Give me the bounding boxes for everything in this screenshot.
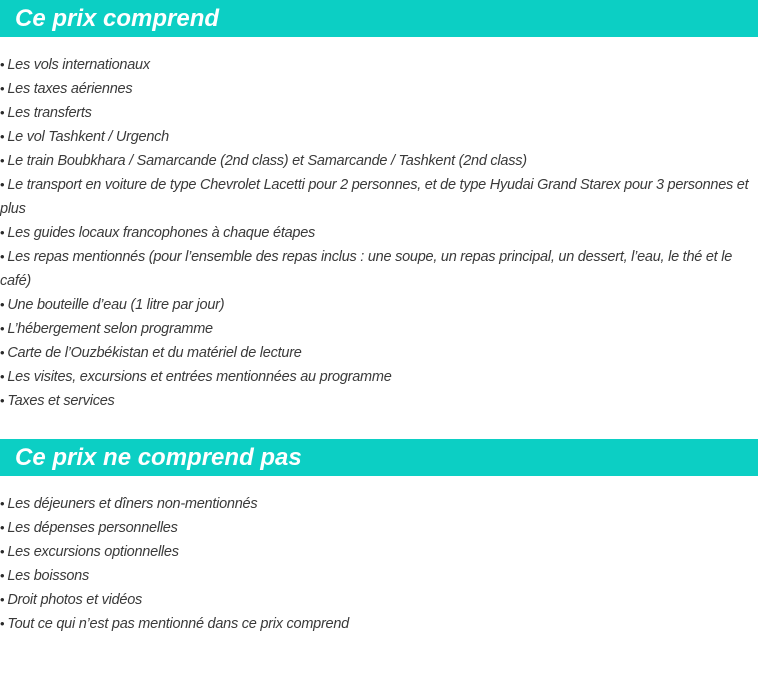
list-item	[0, 516, 758, 540]
included-items-list	[0, 53, 758, 413]
list-item	[0, 293, 758, 317]
list-item-text: Carte de l’Ouzbékistan et du matériel de lecture	[7, 345, 302, 361]
list-item	[0, 317, 758, 341]
bullet-icon: •	[0, 592, 5, 607]
list-item	[0, 540, 758, 564]
list-item	[0, 125, 758, 149]
list-item-text: Les boissons	[7, 568, 89, 584]
excluded-section-title: Ce prix ne comprend pas	[0, 439, 758, 476]
list-item	[0, 588, 758, 612]
bullet-icon: •	[0, 153, 5, 168]
bullet-icon: •	[0, 105, 5, 120]
bullet-icon: •	[0, 321, 5, 336]
excluded-items-list	[0, 492, 758, 636]
list-item	[0, 77, 758, 101]
bullet-icon: •	[0, 369, 5, 384]
bullet-icon: •	[0, 568, 5, 583]
list-item-text: Le transport en voiture de type Chevrolet Lacetti pour 2 personnes, et de type Hyudai Grand Starex pour 3 personnes et plus	[0, 177, 749, 217]
list-item	[0, 341, 758, 365]
list-item-text: Les dépenses personnelles	[7, 520, 178, 536]
list-item-text: Le train Boubkhara / Samarcande (2nd class) et Samarcande / Tashkent (2nd class)	[7, 153, 527, 169]
list-item	[0, 221, 758, 245]
bullet-icon: •	[0, 297, 5, 312]
bullet-icon: •	[0, 225, 5, 240]
bullet-icon: •	[0, 544, 5, 559]
list-item-text: Droit photos et vidéos	[7, 592, 143, 608]
bullet-icon: •	[0, 177, 5, 192]
bullet-icon: •	[0, 81, 5, 96]
list-item	[0, 365, 758, 389]
list-item-text: Tout ce qui n’est pas mentionné dans ce prix comprend	[7, 616, 349, 632]
bullet-icon: •	[0, 249, 5, 264]
list-item-text: Les transferts	[7, 105, 92, 121]
list-item	[0, 492, 758, 516]
list-item-text: Les repas mentionnés (pour l’ensemble des repas inclus : une soupe, un repas principal, un dessert, l’eau, le thé et le café)	[0, 249, 733, 289]
list-item-text: Une bouteille d’eau (1 litre par jour)	[7, 297, 225, 313]
list-item-text: Les déjeuners et dîners non-mentionnés	[7, 496, 258, 512]
list-item-text: Les taxes aériennes	[7, 81, 133, 97]
list-item	[0, 53, 758, 77]
list-item-text: Les vols internationaux	[7, 57, 150, 73]
list-item-text: Les visites, excursions et entrées mentionnées au programme	[7, 369, 392, 385]
bullet-icon: •	[0, 616, 5, 631]
list-item-text: Taxes et services	[7, 393, 115, 409]
list-item-text: L’hébergement selon programme	[7, 321, 213, 337]
list-item-text: Le vol Tashkent / Urgench	[7, 129, 169, 145]
list-item-text: Les guides locaux francophones à chaque étapes	[7, 225, 316, 241]
list-item	[0, 149, 758, 173]
list-item	[0, 564, 758, 588]
list-item-text: Les excursions optionnelles	[7, 544, 179, 560]
list-item	[0, 389, 758, 413]
bullet-icon: •	[0, 496, 5, 511]
bullet-icon: •	[0, 345, 5, 360]
list-item	[0, 245, 758, 293]
included-section-title: Ce prix comprend	[0, 0, 758, 37]
list-item	[0, 101, 758, 125]
bullet-icon: •	[0, 129, 5, 144]
bullet-icon: •	[0, 393, 5, 408]
list-item	[0, 612, 758, 636]
bullet-icon: •	[0, 57, 5, 72]
bullet-icon: •	[0, 520, 5, 535]
list-item	[0, 173, 758, 221]
